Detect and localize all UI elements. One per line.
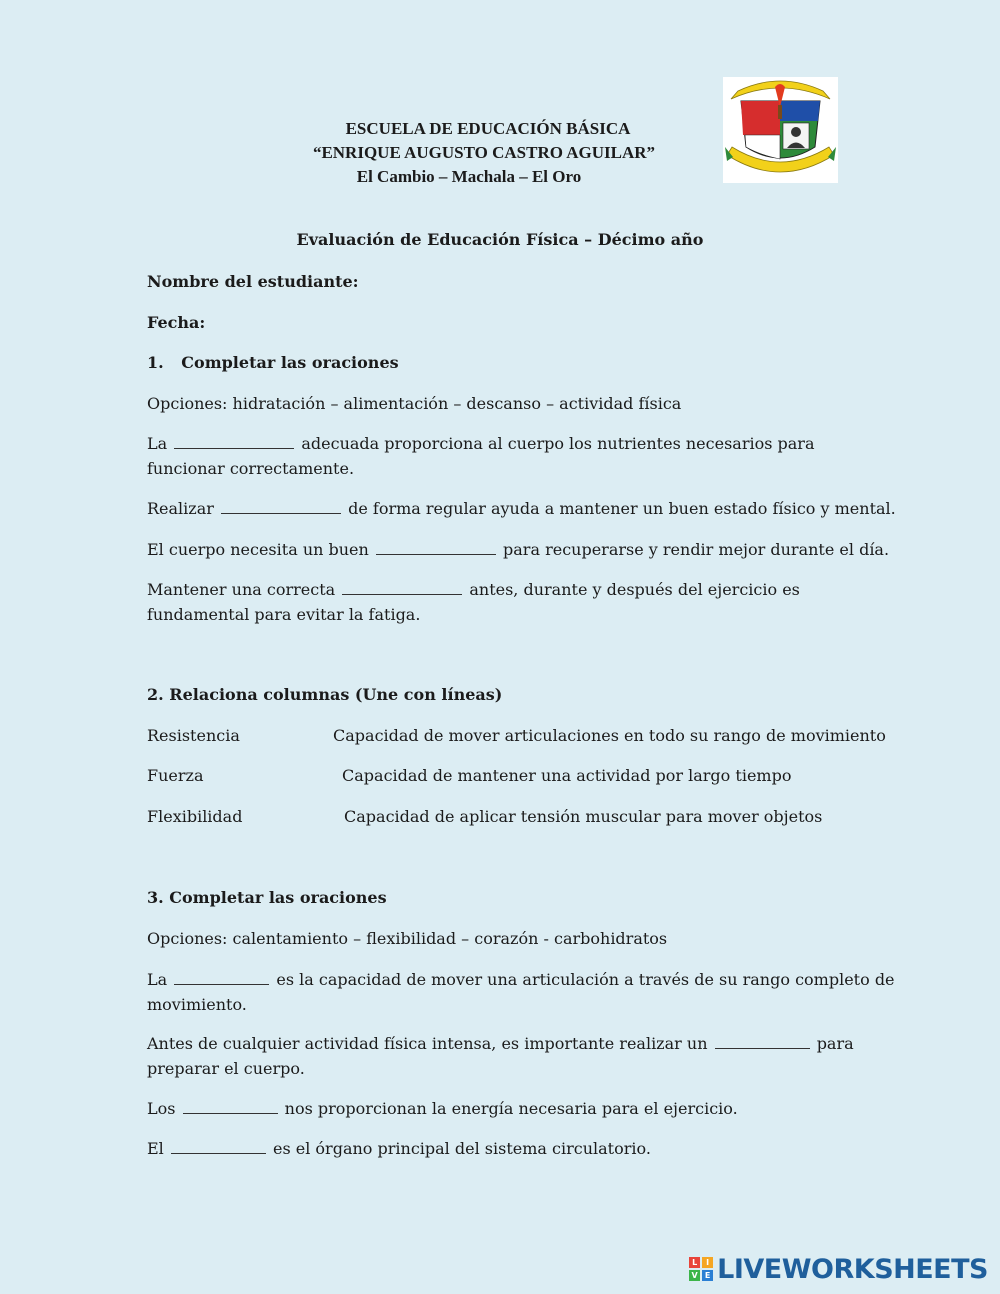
section3-sentence1: [147, 967, 895, 1017]
section3-heading: 3. Completar las oraciones: [147, 888, 387, 907]
match-right-1[interactable]: Capacidad de mover articulaciones en todo su rango de movimiento: [333, 726, 886, 745]
s3-sentence2-end: para: [816, 1034, 854, 1053]
section3-sentence2: [147, 1031, 854, 1081]
s1-sentence2-end: de forma regular ayuda a mantener un buen estado físico y mental.: [348, 499, 896, 518]
s1-sentence1-cont: funcionar correctamente.: [147, 459, 355, 478]
logo-block-l: L: [689, 1257, 700, 1268]
school-location: El Cambio – Machala – El Oro: [356, 167, 582, 186]
s3-sentence3-end: nos proporcionan la energía necesaria para el ejercicio.: [284, 1099, 738, 1118]
s1-blank2[interactable]: [221, 497, 341, 514]
s1-sentence1-end: adecuada proporciona al cuerpo los nutrientes necesarios para: [301, 434, 815, 453]
s1-sentence4-end: antes, durante y después del ejercicio es: [469, 580, 800, 599]
section1-sentence3: [147, 537, 889, 562]
section1-sentence2: [147, 496, 896, 521]
s3-blank4[interactable]: [171, 1137, 266, 1154]
s3-blank2[interactable]: [715, 1032, 810, 1049]
logo-text: LIVEWORKSHEETS: [717, 1253, 988, 1285]
logo-blocks-icon: [689, 1257, 713, 1281]
section1-title: Completar las oraciones: [181, 353, 399, 372]
section1-options: Opciones: hidratación – alimentación – descanso – actividad física: [147, 394, 682, 413]
section3-options: Opciones: calentamiento – flexibilidad – corazón - carbohidratos: [147, 929, 668, 948]
section3-sentence4: [147, 1136, 651, 1161]
match-left-3[interactable]: Flexibilidad: [147, 807, 243, 826]
s3-sentence2-start: Antes de cualquier actividad física intensa, es importante realizar un: [147, 1034, 708, 1053]
s3-sentence3-start: Los: [147, 1099, 176, 1118]
logo-block-v: V: [689, 1270, 700, 1281]
section1-sentence4: [147, 577, 800, 627]
s1-sentence3-start: El cuerpo necesita un buen: [147, 540, 369, 559]
s3-sentence2-cont: preparar el cuerpo.: [147, 1059, 305, 1078]
section2-heading: 2. Relaciona columnas (Une con líneas): [147, 685, 503, 704]
s1-blank4[interactable]: [342, 578, 462, 595]
school-crest: [723, 77, 838, 183]
section1-heading: [147, 350, 399, 375]
match-left-2[interactable]: Fuerza: [147, 766, 204, 785]
s1-sentence4-start: Mantener una correcta: [147, 580, 336, 599]
student-name-label: Nombre del estudiante:: [147, 272, 359, 291]
s3-sentence4-end: es el órgano principal del sistema circulatorio.: [272, 1139, 651, 1158]
s3-blank3[interactable]: [183, 1097, 278, 1114]
s1-sentence1-start: La: [147, 434, 168, 453]
section1-sentence1: [147, 431, 815, 481]
logo-block-i: I: [702, 1257, 713, 1268]
match-right-2[interactable]: Capacidad de mantener una actividad por largo tiempo: [342, 766, 792, 785]
school-name: ESCUELA DE EDUCACIÓN BÁSICA: [345, 119, 631, 138]
s1-sentence3-end: para recuperarse y rendir mejor durante el día.: [503, 540, 890, 559]
section1-number: 1.: [147, 353, 164, 372]
school-full-name: “ENRIQUE AUGUSTO CASTRO AGUILAR”: [312, 143, 656, 162]
s1-blank3[interactable]: [376, 538, 496, 555]
evaluation-title: Evaluación de Educación Física – Décimo año: [296, 230, 704, 249]
s1-sentence2-start: Realizar: [147, 499, 214, 518]
crest-emblem-icon: [723, 77, 838, 183]
s3-sentence1-cont: movimiento.: [147, 995, 247, 1014]
match-left-1[interactable]: Resistencia: [147, 726, 240, 745]
s3-blank1[interactable]: [174, 968, 269, 985]
match-right-3[interactable]: Capacidad de aplicar tensión muscular para mover objetos: [344, 807, 823, 826]
s1-sentence4-cont: fundamental para evitar la fatiga.: [147, 605, 421, 624]
section3-sentence3: [147, 1096, 738, 1121]
logo-block-e: E: [702, 1270, 713, 1281]
liveworksheets-logo: [689, 1254, 988, 1284]
s3-sentence1-start: La: [147, 970, 168, 989]
date-label: Fecha:: [147, 313, 206, 332]
s3-sentence1-end: es la capacidad de mover una articulación a través de su rango completo de: [276, 970, 895, 989]
s3-sentence4-start: El: [147, 1139, 164, 1158]
s1-blank1[interactable]: [174, 432, 294, 449]
